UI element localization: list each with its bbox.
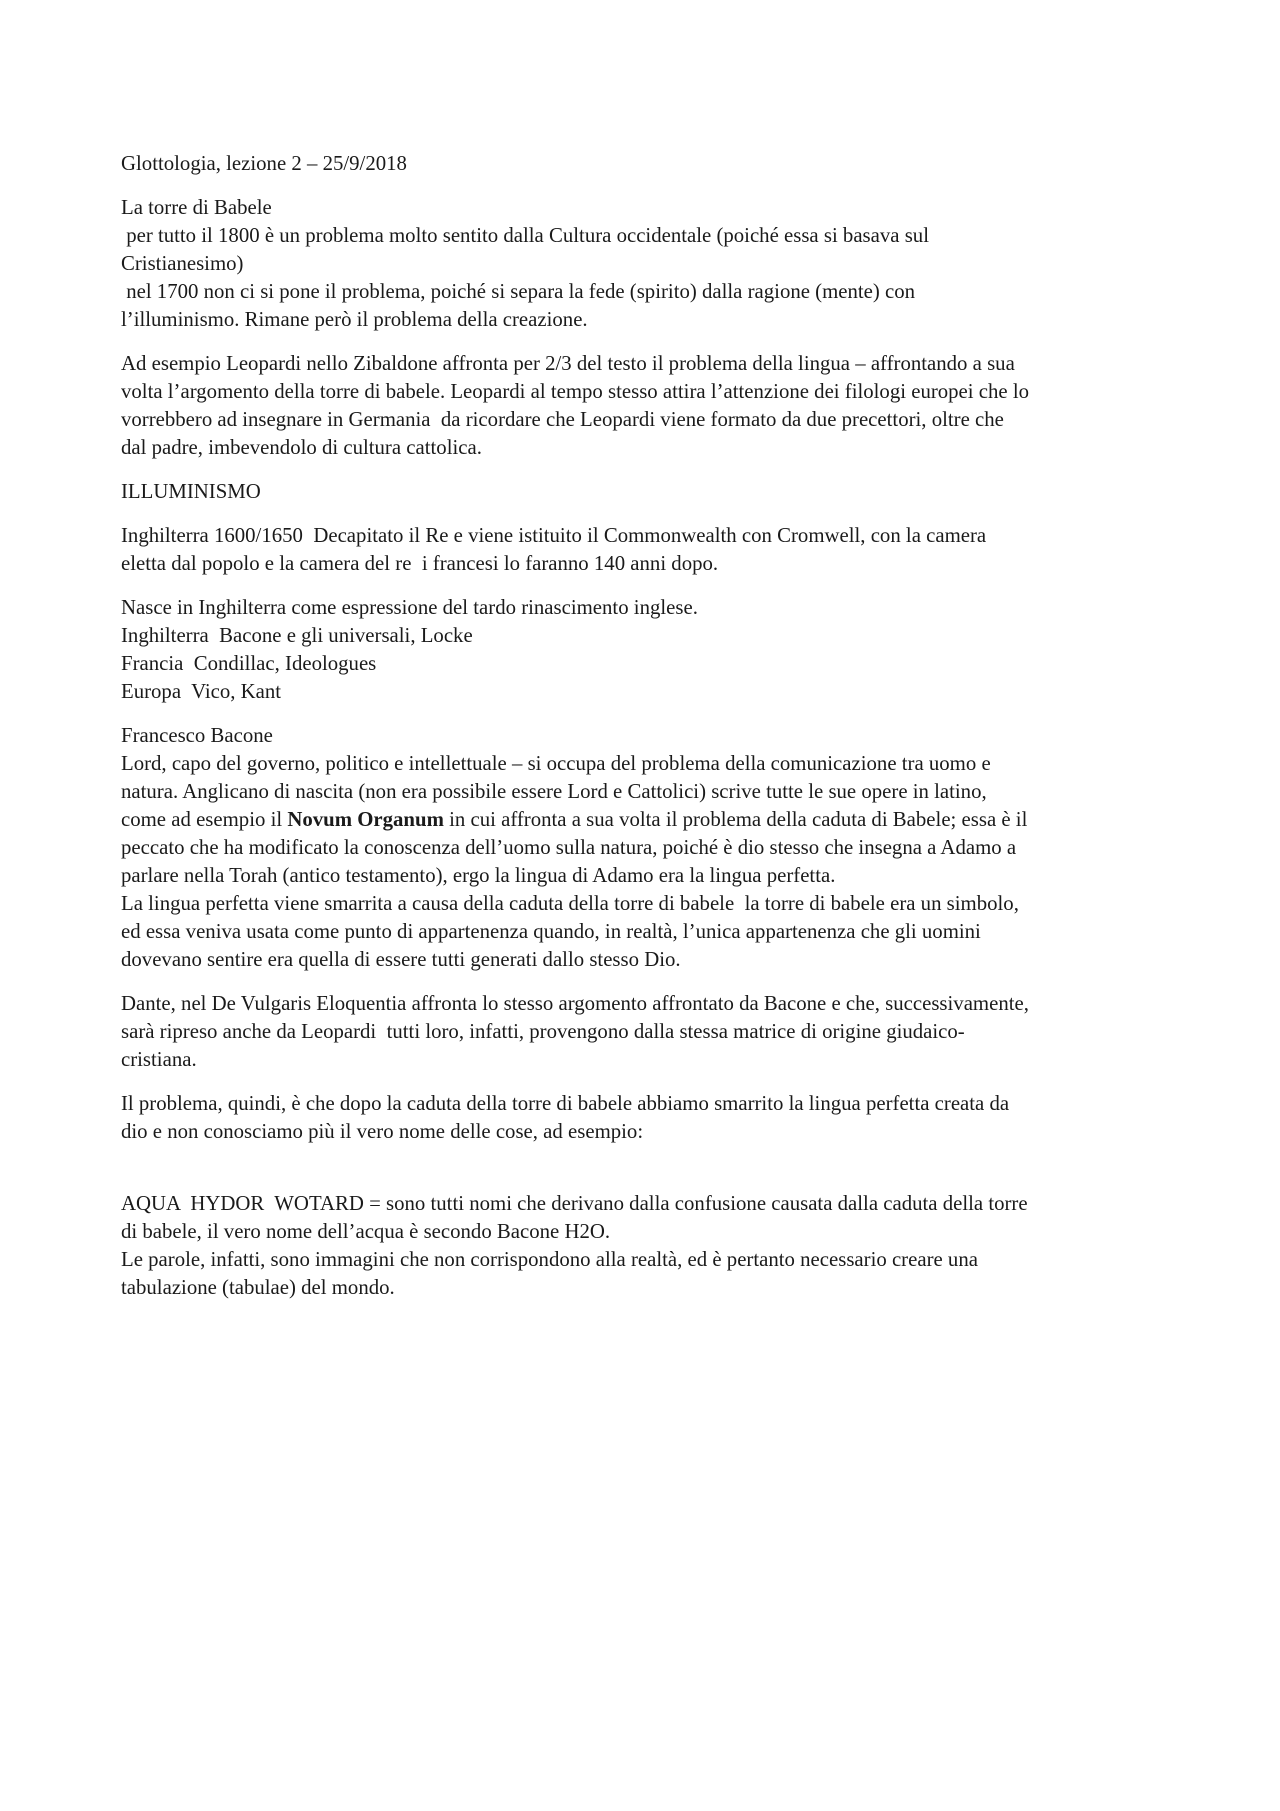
text-line: peccato che ha modificato la conoscenza dell’uomo sulla natura, poiché è dio stesso che insegna a Adamo a [121,836,1017,859]
paragraph-inghilterra [121,522,1171,578]
text-fragment: in cui affronta a sua volta il problema della caduta di Babele; essa è il [443,808,1028,831]
text-line: dal padre, imbevendolo di cultura cattolica. [121,436,482,459]
text-line: Cristianesimo) [121,252,244,275]
text-line: Lord, capo del governo, politico e intellettuale – si occupa del problema della comunicazione tra uomo e [121,752,991,775]
text-line: La lingua perfetta viene smarrita a causa della caduta della torre di babele la torre di babele era un simbolo, [121,892,1019,915]
blank-line [121,1146,1171,1174]
text-line: Dante, nel De Vulgaris Eloquentia affronta lo stesso argomento affrontato da Bacone e che, successivamente, [121,992,1029,1015]
text-line [121,806,1171,834]
text-line: Inghilterra Bacone e gli universali, Locke [121,624,473,647]
document-body [121,150,1171,1318]
text-line: dovevano sentire era quella di essere tutti generati dallo stesso Dio. [121,948,681,971]
paragraph-dante [121,990,1171,1074]
text-line: tabulazione (tabulae) del mondo. [121,1276,395,1299]
lesson-title-text: Glottologia, lezione 2 – 25/9/2018 [121,152,407,175]
bacone-heading: Francesco Bacone [121,724,273,747]
text-fragment: come ad esempio il [121,808,288,831]
paragraph-babele [121,194,1171,334]
paragraph-bacone [121,722,1171,974]
illuminismo-heading: ILLUMINISMO [121,480,261,503]
paragraph-nasce [121,594,1171,706]
text-line: Francia Condillac, Ideologues [121,652,377,675]
text-line: vorrebbero ad insegnare in Germania da ricordare che Leopardi viene formato da due precettori, oltre che [121,408,1004,431]
text-line: per tutto il 1800 è un problema molto sentito dalla Cultura occidentale (poiché essa si basava sul [121,224,929,247]
text-line: Ad esempio Leopardi nello Zibaldone affronta per 2/3 del testo il problema della lingua – affrontando a sua [121,352,1015,375]
text-line: l’illuminismo. Rimane però il problema della creazione. [121,308,588,331]
lesson-title [121,150,1171,178]
text-line: nel 1700 non ci si pone il problema, poiché si separa la fede (spirito) dalla ragione (mente) con [121,280,916,303]
text-line: sarà ripreso anche da Leopardi tutti loro, infatti, provengono dalla stessa matrice di origine giudaico- [121,1020,965,1043]
text-line: Nasce in Inghilterra come espressione del tardo rinascimento inglese. [121,596,698,619]
text-line: dio e non conosciamo più il vero nome delle cose, ad esempio: [121,1120,644,1143]
heading-illuminismo [121,478,1171,506]
babele-heading: La torre di Babele [121,196,272,219]
paragraph-aqua [121,1190,1171,1302]
text-line: Il problema, quindi, è che dopo la caduta della torre di babele abbiamo smarrito la lingua perfetta creata da [121,1092,1010,1115]
paragraph-leopardi [121,350,1171,462]
paragraph-problema [121,1090,1171,1174]
text-line: Inghilterra 1600/1650 Decapitato il Re e viene istituito il Commonwealth con Cromwell, con la camera [121,524,987,547]
novum-organum-title: Novum Organum [287,808,444,831]
text-line: Le parole, infatti, sono immagini che non corrispondono alla realtà, ed è pertanto necessario creare una [121,1248,978,1271]
text-line: Europa Vico, Kant [121,680,282,703]
text-line: natura. Anglicano di nascita (non era possibile essere Lord e Cattolici) scrive tutte le sue opere in latino, [121,780,987,803]
text-line: cristiana. [121,1048,197,1071]
text-line: AQUA HYDOR WOTARD = sono tutti nomi che derivano dalla confusione causata dalla caduta della torre [121,1192,1028,1215]
text-line: eletta dal popolo e la camera del re i francesi lo faranno 140 anni dopo. [121,552,719,575]
text-line: ed essa veniva usata come punto di appartenenza quando, in realtà, l’unica appartenenza che gli uomini [121,920,981,943]
text-line: parlare nella Torah (antico testamento), ergo la lingua di Adamo era la lingua perfetta. [121,864,836,887]
text-line: di babele, il vero nome dell’acqua è secondo Bacone H2O. [121,1220,611,1243]
text-line: volta l’argomento della torre di babele. Leopardi al tempo stesso attira l’attenzione dei filologi europei che lo [121,380,1030,403]
